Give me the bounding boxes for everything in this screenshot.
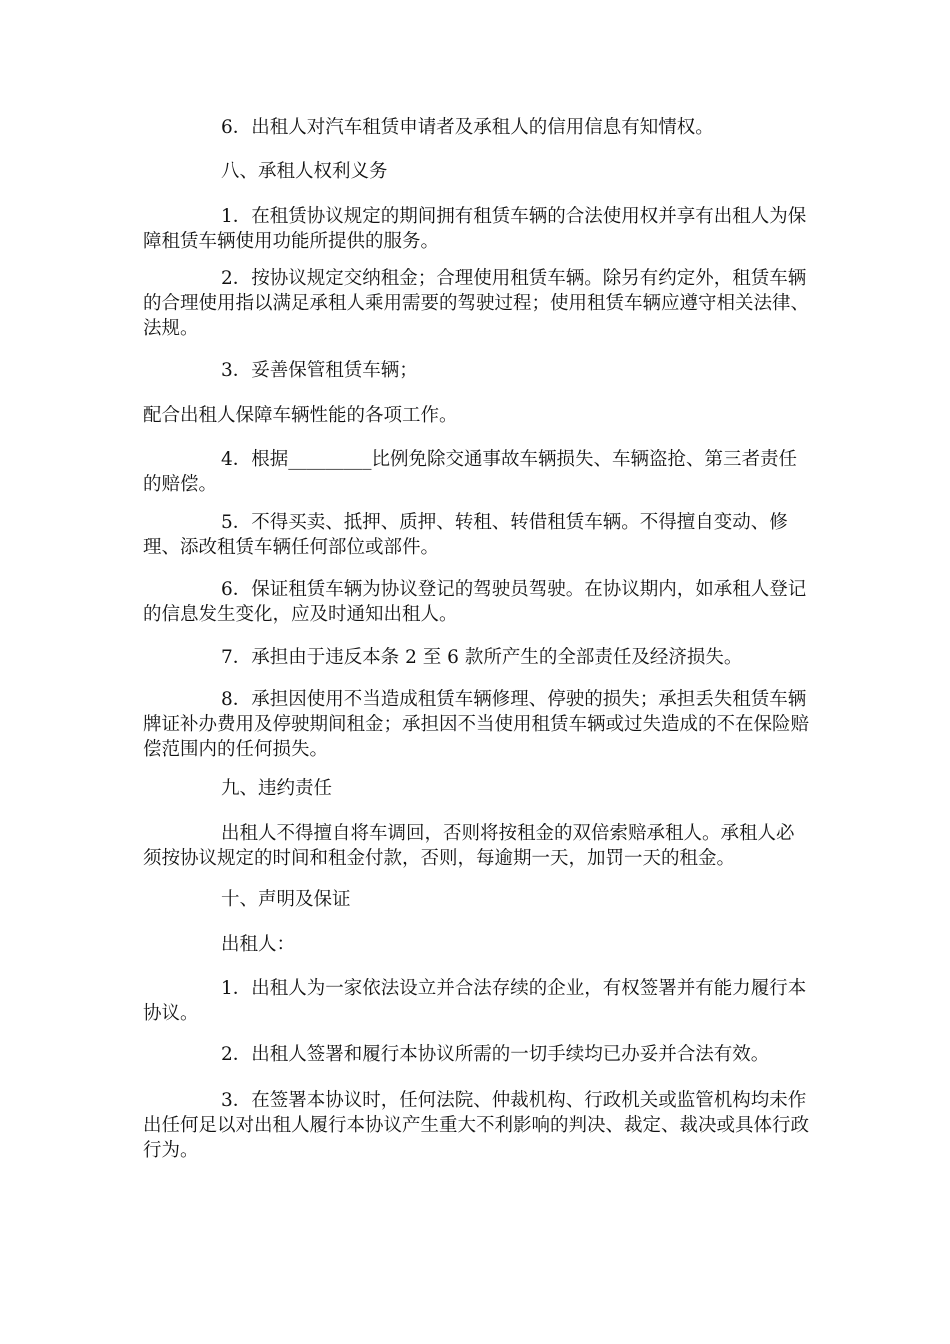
paragraph-lessee-item-3: 3．妥善保管租赁车辆； bbox=[221, 360, 418, 381]
paragraph-warranty-item-3: 3．在签署本协议时，任何法院、仲裁机构、行政机关或监管机构均未作出任何足以对出租人履行本协议产生重大不利影响的判决、裁定、裁决或具体行政行为。 bbox=[143, 1090, 810, 1161]
paragraph-lessee-item-5: 5．不得买卖、抵押、质押、转租、转借租赁车辆。不得擅自变动、修理、添改租赁车辆任何部位或部件。 bbox=[143, 512, 788, 558]
heading-section-9: 九、违约责任 bbox=[221, 778, 333, 799]
paragraph-lessor-credit-right: 6．出租人对汽车租赁申请者及承租人的信用信息有知情权。 bbox=[221, 117, 714, 138]
paragraph-lessee-item-3-cont: 配合出租人保障车辆性能的各项工作。 bbox=[143, 405, 458, 426]
paragraph-lessee-item-1: 1．在租赁协议规定的期间拥有租赁车辆的合法使用权并享有出租人为保障租赁车辆使用功能所提供的服务。 bbox=[143, 206, 807, 252]
heading-section-10: 十、声明及保证 bbox=[221, 889, 351, 910]
paragraph-warranty-item-2: 2．出租人签署和履行本协议所需的一切手续均已办妥并合法有效。 bbox=[221, 1044, 770, 1065]
paragraph-lessee-item-8: 8．承担因使用不当造成租赁车辆修理、停驶的损失；承担丢失租赁车辆牌证补办费用及停驶期间租金；承担因不当使用租赁车辆或过失造成的不在保险赔偿范围内的任何损失。 bbox=[143, 689, 810, 760]
paragraph-breach-liability: 出租人不得擅自将车调回，否则将按租金的双倍索赔承租人。承租人必须按协议规定的时间和租金付款，否则，每逾期一天，加罚一天的租金。 bbox=[143, 823, 795, 869]
paragraph-lessee-item-4: 4．根据_________比例免除交通事故车辆损失、车辆盗抢、第三者责任的赔偿。 bbox=[143, 449, 798, 495]
paragraph-lessor-label: 出租人： bbox=[221, 934, 296, 955]
paragraph-warranty-item-1: 1．出租人为一家依法设立并合法存续的企业，有权签署并有能力履行本协议。 bbox=[143, 978, 807, 1024]
paragraph-lessee-item-2: 2．按协议规定交纳租金；合理使用租赁车辆。除另有约定外，租赁车辆的合理使用指以满足承租人乘用需要的驾驶过程；使用租赁车辆应遵守相关法律、法规。 bbox=[143, 268, 810, 339]
paragraph-lessee-item-7: 7．承担由于违反本条 2 至 6 款所产生的全部责任及经济损失。 bbox=[221, 647, 743, 668]
paragraph-lessee-item-6: 6．保证租赁车辆为协议登记的驾驶员驾驶。在协议期内，如承租人登记的信息发生变化，应及时通知出租人。 bbox=[143, 579, 807, 625]
heading-section-8: 八、承租人权利义务 bbox=[221, 161, 388, 182]
